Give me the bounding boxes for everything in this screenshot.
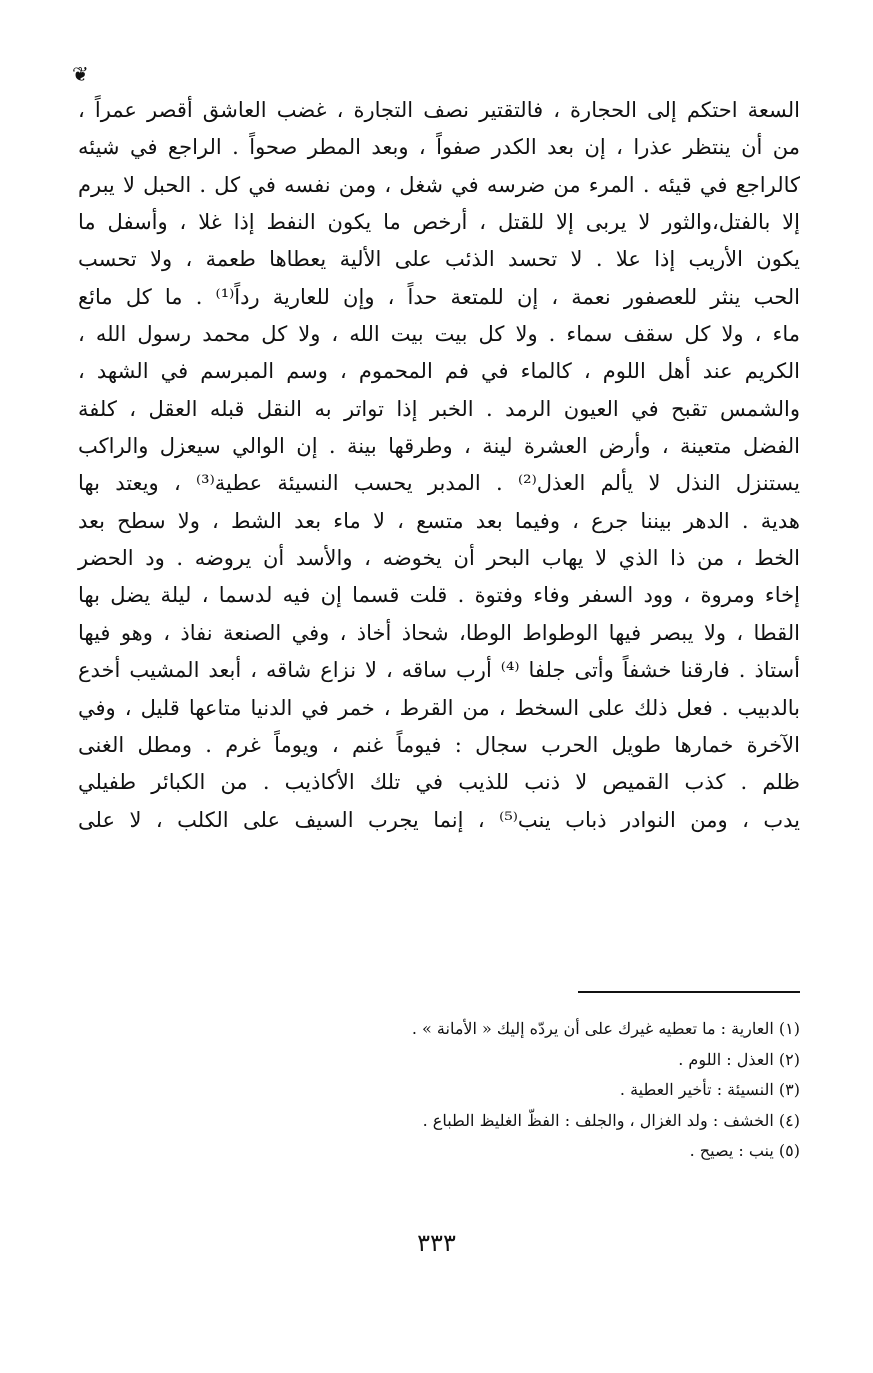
footnotes [200, 1014, 800, 1167]
footnote-4: (٤) الخشف : ولد الغزال ، والجلف : الفظّ الغليظ الطباع . [422, 1110, 800, 1130]
text-line: والشمس تقبح في العيون الرمد . الخبر إذا تواتر به النقل قبله العقل ، كلفة [78, 396, 800, 421]
footnote-3: (٣) النسيئة : تأخير العطية . [619, 1080, 800, 1099]
text-line: السعة احتكم إلى الحجارة ، فالتقتير نصف التجارة ، غضب العاشق أقصر عمراً ، [78, 98, 800, 122]
text-line: القطا ، ولا يبصر فيها الوطواط الوطا، شحاذ أخاذ ، وفي الصنعة نفاذ ، وهو فيها [78, 620, 800, 645]
page-number: ٣٣٣ [417, 1229, 456, 1257]
text-line: ظلم . كذب القميص لا ذنب للذيب في تلك الأكاذيب . من الكبائر طفيلي [78, 770, 800, 795]
text-line: الحب ينثر للعصفور نعمة ، إن للمتعة حداً ، وإن للعارية رداً⁽¹⁾ . ما كل مائع [78, 284, 800, 309]
text-line: يستنزل النذل لا يألم العذل⁽²⁾ . المدبر يحسب النسيئة عطية⁽³⁾ ، ويعتد بها [78, 471, 801, 496]
text-line: إلا بالفتل،والثور لا يربى إلا للقتل ، أرخص ما يكون النفط إذا غلا ، وأسفل ما [78, 210, 800, 235]
text-line: الفضل متعينة ، وأرض العشرة لينة ، وطرقها بينة . إن الوالي سيعزل والراكب [78, 434, 800, 459]
text-line: هدية . الدهر بيننا جرع ، وفيما بعد متسع ، لا ماء بعد الشط ، ولا سطح بعد [78, 508, 800, 533]
text-line: يكون الأريب إذا علا . لا تحسد الذئب على الألية يعطاها طعمة ، ولا تحسب [78, 247, 800, 272]
text-line: الآخرة خمارها طويل الحرب سجال : فيوماً غنم ، ويوماً غرم . ومطل الغنى [78, 732, 800, 757]
text-line: إخاء ومروة ، وود السفر وفاء وفتوة . قلت قسما إن فيه لدسما ، ليلة يضل بها [78, 583, 800, 608]
text-line: الكريم عند أهل اللوم ، كالماء في فم المحموم ، وسم المبرسم في الشهد ، [78, 359, 800, 384]
text-line: كالراجع في قيئه . المرء من ضرسه في شغل ، ومن نفسه في كل . الحبل لا يبرم [78, 172, 800, 197]
text-line: أستاذ . فارقنا خشفاً وأتى جلفا ⁽⁴⁾ أرب ساقه ، لا نزاع شاقه ، أبعد المشيب أخدع [78, 658, 800, 683]
footnote-1: (١) العارية : ما تعطيه غيرك على أن يردّه إليك « الأمانة » . [411, 1019, 800, 1038]
text-line: الخط ، من ذا الذي لا يهاب البحر أن يخوضه ، والأسد أن يروضه . ود الحضر [78, 546, 800, 571]
text-line: ماء ، ولا كل سقف سماء . ولا كل بيت بيت الله ، ولا كل محمد رسول الله ، [78, 322, 800, 347]
text-line: بالدبيب . فعل ذلك على السخط ، من القرط ، خمر في الدنيا متاعها قليل ، وفي [78, 695, 800, 720]
footnote-5: (٥) ينب : يصيح . [689, 1141, 800, 1160]
footnote-separator [578, 991, 800, 993]
text-line: من أن ينتظر عذرا ، إن بعد الكدر صفواً ، وبعد المطر صحواً . الراجع في شيئه [78, 135, 800, 160]
footnote-2: (٢) العذل : اللوم . [678, 1049, 800, 1069]
text-line: يدب ، ومن النوادر ذباب ينب⁽⁵⁾ ، إنما يجرب السيف على الكلب ، لا على [78, 807, 800, 832]
main-text [78, 92, 800, 839]
ornament-icon: ❦ [72, 62, 89, 86]
